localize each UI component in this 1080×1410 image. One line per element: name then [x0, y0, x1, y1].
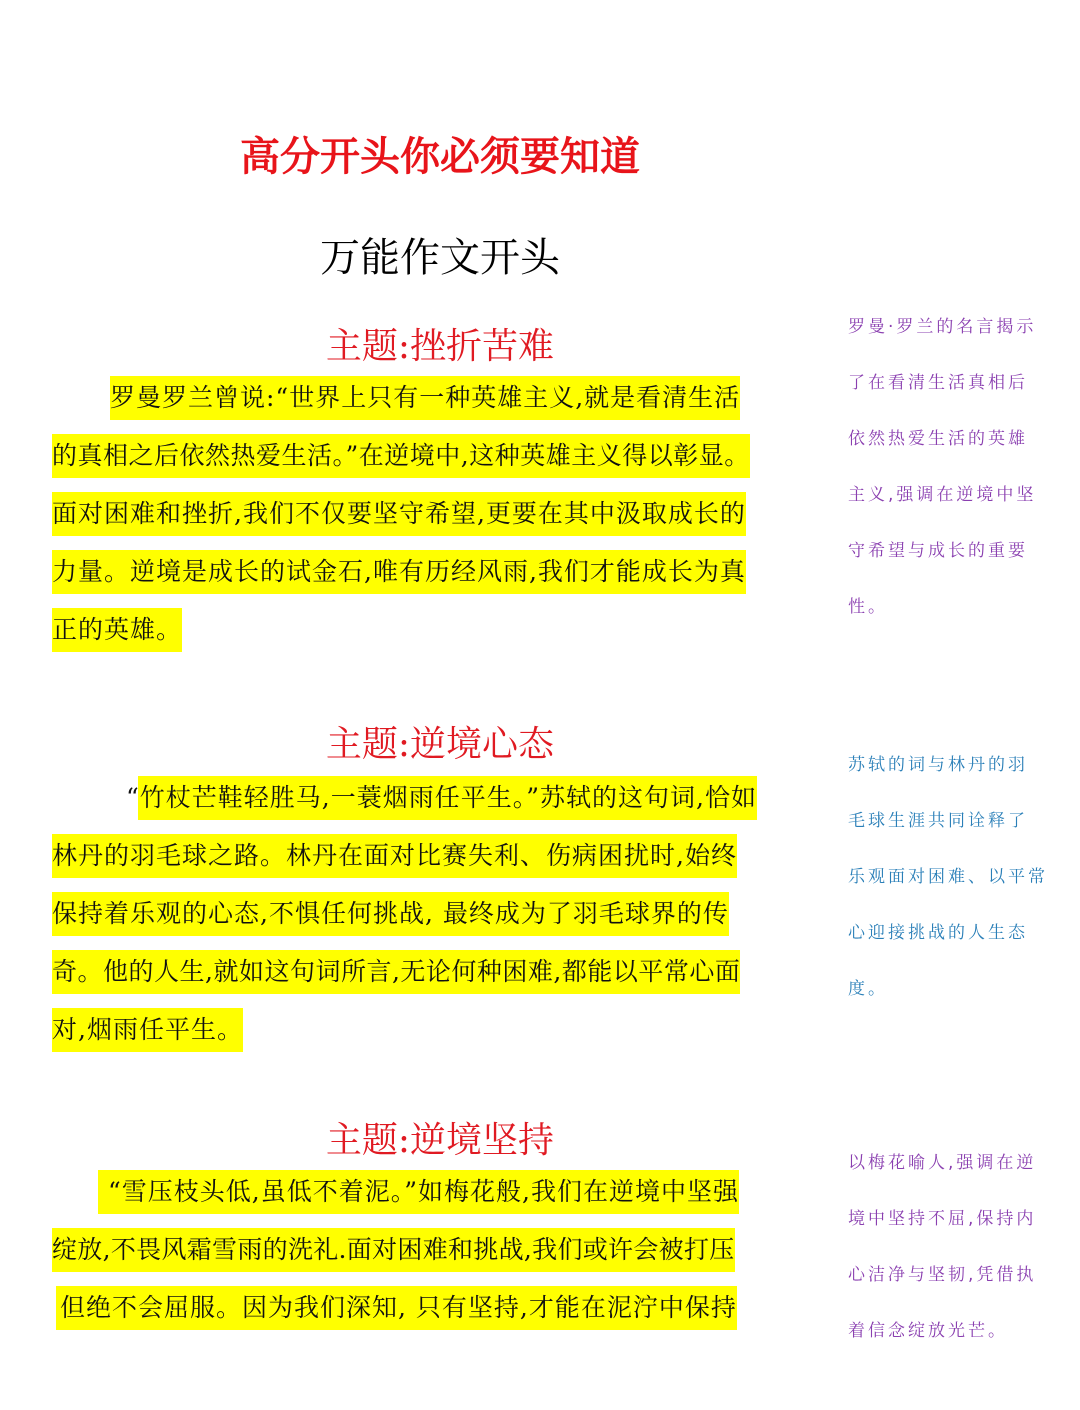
note-line: 主义,强调在逆境中坚: [848, 485, 1037, 505]
handwritten-note: [848, 750, 1063, 1030]
paragraph-line: 的真相之后依然热爱生活。”在逆境中,这种英雄主义得以彰显。: [52, 434, 750, 478]
note-line: 乐观面对困难、以平常: [848, 867, 1048, 887]
note-line: 依然热爱生活的英雄: [848, 429, 1028, 449]
note-line: 心洁净与坚韧,凭借执: [848, 1265, 1037, 1285]
section-heading: 主题:逆境心态: [325, 724, 555, 765]
note-line: 守希望与成长的重要: [848, 541, 1028, 561]
note-line: 性。: [848, 597, 888, 617]
paragraph-line: 绽放,不畏风霜雪雨的洗礼.面对困难和挑战,我们或许会被打压: [52, 1228, 735, 1272]
paragraph-line: 正的英雄。: [52, 608, 182, 652]
note-line: 以梅花喻人,强调在逆: [848, 1153, 1037, 1173]
paragraph-line: 罗曼罗兰曾说:“世界上只有一种英雄主义,就是看清生活: [110, 376, 740, 420]
paragraph-line: 保持着乐观的心态,不惧任何挑战, 最终成为了羽毛球界的传: [52, 892, 729, 936]
note-line: 苏轼的词与林丹的羽: [848, 755, 1028, 775]
page-title: 高分开头你必须要知道: [240, 133, 640, 180]
paragraph-line: 奇。他的人生,就如这句词所言,无论何种困难,都能以平常心面: [52, 950, 740, 994]
handwritten-note: [848, 312, 1063, 648]
note-line: 着信念绽放光芒。: [848, 1321, 1008, 1341]
note-line: 毛球生涯共同诠释了: [848, 811, 1028, 831]
handwritten-note: [848, 1148, 1063, 1372]
paragraph-line: 但绝不会屈服。因为我们深知, 只有坚持,才能在泥泞中保持: [56, 1286, 737, 1330]
paragraph-line: “雪压枝头低,虽低不着泥。”如梅花般,我们在逆境中坚强: [98, 1170, 739, 1214]
note-line: 境中坚持不屈,保持内: [848, 1209, 1037, 1229]
note-line: 了在看清生活真相后: [848, 373, 1028, 393]
note-line: 度。: [848, 979, 888, 999]
paragraph-line: 对,烟雨任平生。: [52, 1008, 243, 1052]
section-heading: 主题:挫折苦难: [325, 326, 555, 367]
paragraph-line: 面对困难和挫折,我们不仅要坚守希望,更要在其中汲取成长的: [52, 492, 746, 536]
paragraph-line: 力量。逆境是成长的试金石,唯有历经风雨,我们才能成长为真: [52, 550, 746, 594]
section-heading: 主题:逆境坚持: [325, 1120, 555, 1161]
note-line: 心迎接挑战的人生态: [848, 923, 1028, 943]
paragraph-line: “竹杖芒鞋轻胜马,一蓑烟雨任平生。”苏轼的这句词,恰如: [126, 776, 757, 820]
paragraph-line: 林丹的羽毛球之路。林丹在面对比赛失利、伤病困扰时,始终: [52, 834, 737, 878]
note-line: 罗曼·罗兰的名言揭示: [848, 317, 1037, 337]
page-subtitle: 万能作文开头: [320, 235, 560, 281]
